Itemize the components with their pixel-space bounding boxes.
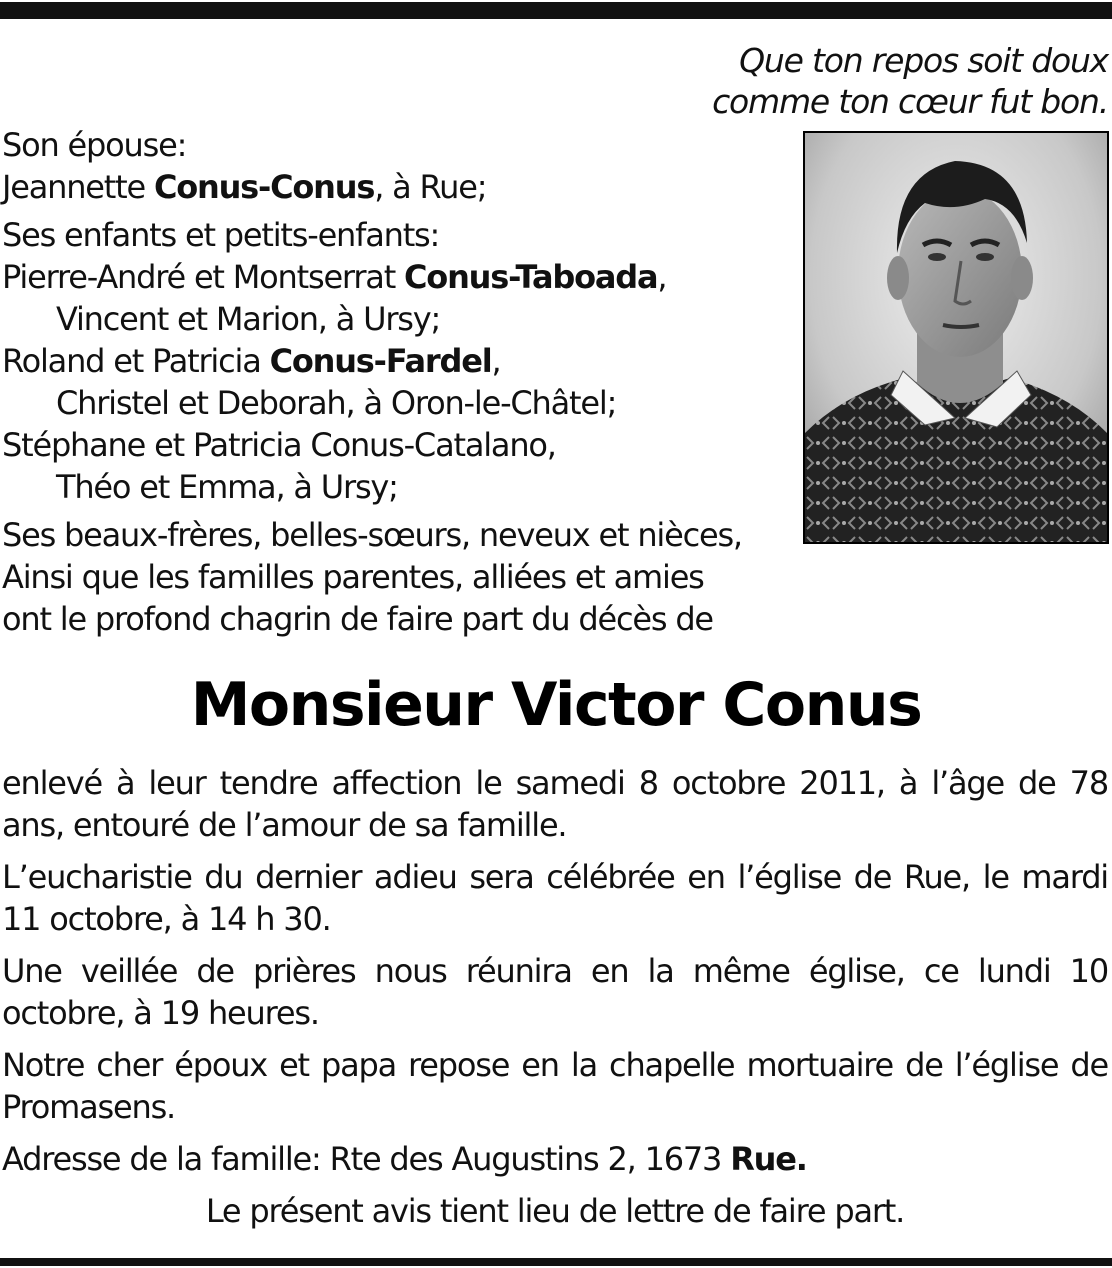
child-1-punct: , [657, 258, 667, 296]
address-town: Rue. [730, 1140, 807, 1178]
child-2-grandchildren: Christel et Deborah, à Oron-le-Châtel; [56, 384, 617, 422]
relatives-line-2: Ainsi que les familles parentes, alliées et amies [2, 558, 704, 596]
child-3-line: Stéphane et Patricia Conus-Catalano, [2, 426, 556, 464]
child-2-line [2, 340, 742, 382]
children-heading: Ses enfants et petits-enfants: [2, 216, 440, 254]
family-address [2, 1138, 1108, 1180]
bottom-border-rule [0, 1258, 1112, 1266]
relatives-line-1: Ses beaux-frères, belles-sœurs, neveux et nièces, [2, 516, 742, 554]
vigil-paragraph: Une veillée de prières nous réunira en la même église, ce lundi 10 octobre, à 19 heures. [2, 952, 1108, 1032]
child-3-grandchildren: Théo et Emma, à Ursy; [56, 468, 398, 506]
epitaph-quote [712, 40, 1108, 122]
resting-place-paragraph: Notre cher époux et papa repose en la chapelle mortuaire de l’église de Promasens. [2, 1046, 1108, 1126]
family-list [2, 124, 742, 640]
child-1-surname: Conus-Taboada [404, 258, 658, 296]
deceased-name: Monsieur Victor Conus [190, 670, 922, 740]
epitaph-line-1: Que ton repos soit doux [739, 41, 1108, 80]
mass-paragraph: L’eucharistie du dernier adieu sera célébrée en l’église de Rue, le mardi 11 octobre, à 14 h 30. [2, 858, 1108, 938]
spouse-heading: Son épouse: [2, 126, 187, 164]
notice-body [2, 762, 1108, 1242]
spouse-first-name: Jeannette [2, 168, 154, 206]
portrait-photo [803, 131, 1109, 544]
relatives-line-3: ont le profond chagrin de faire part du décès de [2, 600, 713, 638]
child-1-grandchildren: Vincent et Marion, à Ursy; [56, 300, 441, 338]
child-2-punct: , [491, 342, 501, 380]
portrait-image [805, 133, 1107, 542]
closing-note: Le présent avis tient lieu de lettre de faire part. [205, 1192, 905, 1230]
epitaph-line-2: comme ton cœur fut bon. [712, 82, 1108, 121]
child-2-names: Roland et Patricia [2, 342, 270, 380]
spouse-line [2, 166, 742, 208]
child-2-surname: Conus-Fardel [269, 342, 492, 380]
passing-paragraph: enlevé à leur tendre affection le samedi 8 octobre 2011, à l’âge de 78 ans, entouré de l’amour de sa famille. [2, 764, 1108, 844]
child-1-names: Pierre-André et Montserrat [2, 258, 405, 296]
spouse-location: , à Rue; [374, 168, 487, 206]
address-text: Adresse de la famille: Rte des Augustins 2, 1673 [2, 1140, 731, 1178]
top-border-rule [0, 2, 1112, 19]
child-1-line [2, 256, 742, 298]
spouse-surname: Conus-Conus [153, 168, 375, 206]
